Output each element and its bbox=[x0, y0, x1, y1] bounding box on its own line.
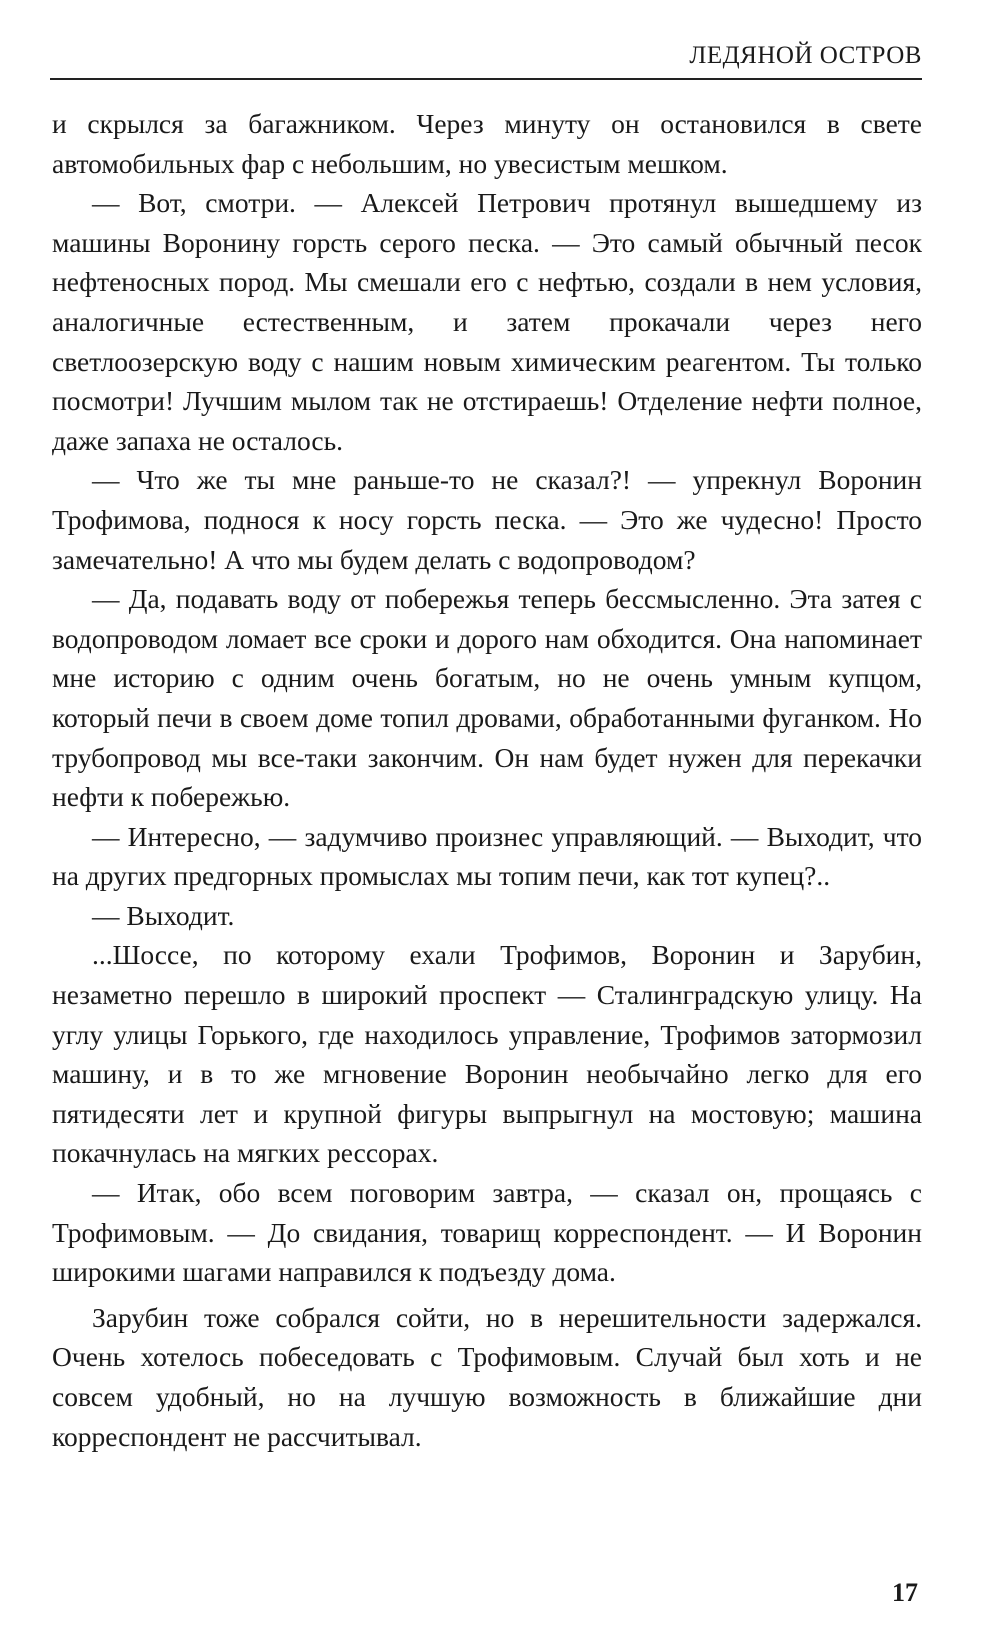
page-number: 17 bbox=[892, 1578, 918, 1607]
paragraph-4: — Да, подавать воду от побережья теперь бессмысленно. Эта затея с водопроводом ломает все сроки и дорого нам обходится. Она напоминает мне историю с одним очень богатым, но не очень умным купцом, который печи в своем доме топил дровами, обработанными фуганком. Но трубопровод мы все-таки закончим. Он нам будет нужен для перекачки нефти к побережью. bbox=[52, 583, 922, 813]
body-text bbox=[52, 104, 922, 1456]
paragraph-1: и скрылся за багажником. Через минуту он остановился в свете автомобильных фар с небольшим, но увесистым мешком. bbox=[52, 108, 922, 179]
paragraph-8: — Итак, обо всем поговорим завтра, — сказал он, прощаясь с Трофимовым. — До свидания, товарищ корреспондент. — И Воронин широкими шагами направился к подъезду дома. bbox=[52, 1177, 922, 1288]
paragraph-9: Зарубин тоже собрался сойти, но в нерешительности задержался. Очень хотелось побеседовать с Трофимовым. Случай был хоть и не совсем удобный, но на лучшую возможность в ближайшие дни корреспондент не рассчитывал. bbox=[52, 1301, 922, 1452]
paragraph-7: ...Шоссе, по которому ехали Трофимов, Воронин и Зарубин, незаметно перешло в широкий проспект — Сталинградскую улицу. На углу улицы Горького, где находилось управление, Трофимов затормозил машину, и в то же мгновение Воронин необычайно легко для его пятидесяти лет и крупной фигуры выпрыгнул на мостовую; машина покачнулась на мягких рессорах. bbox=[52, 939, 922, 1169]
running-head-title: ЛЕДЯНОЙ ОСТРОВ bbox=[689, 42, 922, 69]
paragraph-6: — Выходит. bbox=[92, 899, 235, 931]
header-rule bbox=[50, 78, 922, 80]
paragraph-3: — Что же ты мне раньше-то не сказал?! — упрекнул Воронин Трофимова, поднося к носу горсть песка. — Это же чудесно! Просто замечательно! А что мы будем делать с водопроводом? bbox=[52, 464, 922, 575]
paragraph-2: — Вот, смотри. — Алексей Петрович протянул вышедшему из машины Воронину горсть серого песка. — Это самый обычный песок нефтеносных пород. Мы смешали его с нефтью, создали в нем условия, аналогичные естественным, и затем прокачали через него светлоозерскую воду с нашим новым химическим реагентом. Ты только посмотри! Лучшим мылом так не отстираешь! Отделение нефти полное, даже запаха не осталось. bbox=[52, 187, 922, 456]
paragraph-5: — Интересно, — задумчиво произнес управляющий. — Выходит, что на других предгорных промыслах мы топим печи, как тот купец?.. bbox=[52, 820, 922, 892]
